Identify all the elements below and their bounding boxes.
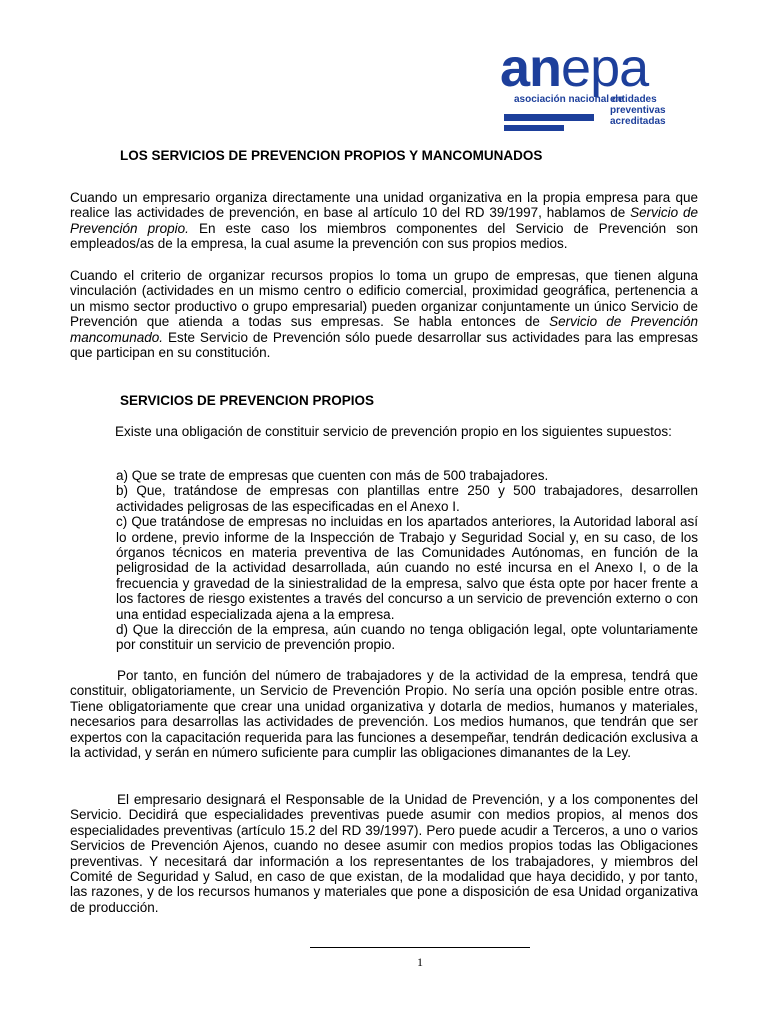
anepa-logo [500,38,700,132]
intro-paragraph-2: Cuando el criterio de organizar recursos propios lo toma un grupo de empresas, que tienen alguna vinculación (actividades en un mismo centro o edificio comercial, proximidad geográfica, pertenencia a un mismo sector productivo o grupo empresarial) pueden organizar conjuntamente un único Servicio de Prevención que atienda a todas sus empresas. Se habla entonces de Servicio de Prevención mancomunado. Este Servicio de Prevención sólo puede desarrollar sus actividades para las empresas que participan en su constitución. [70,268,698,361]
intro-paragraph-1: Cuando un empresario organiza directamente una unidad organizativa en la propia empresa para que realice las actividades de prevención, en base al artículo 10 del RD 39/1997, hablamos de Servicio de Prevención propio. En este caso los miembros componentes del Servicio de Prevención son empleados/as de la empresa, la cual asume la prevención con sus propios medios. [70,190,698,252]
page-title: LOS SERVICIOS DE PREVENCION PROPIOS Y MANCOMUNADOS [120,148,543,163]
list-item: a) Que se trate de empresas que cuenten con más de 500 trabajadores. [116,468,549,483]
page-number: 1 [417,955,423,969]
obligation-list [116,468,698,653]
logo-subtitle: asociación nacional de entidades preventivas acreditadas [514,94,666,127]
section-lead: Existe una obligación de constituir servicio de prevención propio en los siguientes supuestos: [115,424,672,439]
paragraph-empresario: El empresario designará el Responsable de la Unidad de Prevención, y a los componentes del Servicio. Decidirá que especialidades preventivas puede asumir con medios propios, al menos dos especialidades preventivas (artículo 15.2 del RD 39/1997). Pero puede acudir a Terceros, a uno o varios Servicios de Prevención Ajenos, cuando no desee asumir con medios propios todas las Obligaciones preventivas. Y necesitará dar información a los representantes de los trabajadores, y miembros del Comité de Seguridad y Salud, en caso de que existan, de la modalidad que haya decidido, y por tanto, las razones, y de los recursos humanos y materiales que pone a disposición de esa Unidad organizativa de producción. [70,792,698,915]
section-heading: SERVICIOS DE PREVENCION PROPIOS [120,393,375,408]
logo-wordmark: anepa [500,38,649,98]
list-item: c) Que tratándose de empresas no incluidas en los apartados anteriores, la Autoridad laboral así lo ordene, previo informe de la Inspección de Trabajo y Seguridad Social y, en su caso, de los órganos técnicos en materia preventiva de las Comunidades Autónomas, en función de la peligrosidad de la actividad desarrollada, aún cuando no esté incursa en el Anexo I, o de la frecuencia y gravedad de la siniestralidad de la empresa, salvo que ésta opte por hacer frente a los factores de riesgo existentes a través del concurso a un servicio de prevención externo o con una entidad especializada ajena a la empresa. [116,514,698,622]
list-item: b) Que, tratándose de empresas con plantillas entre 250 y 500 trabajadores, desarrollen actividades peligrosas de las especificadas en el Anexo I. [116,483,698,514]
paragraph-por-tanto: Por tanto, en función del número de trabajadores y de la actividad de la empresa, tendrá que constituir, obligatoriamente, un Servicio de Prevención Propio. No sería una opción posible entre otras. Tiene obligatoriamente que crear una unidad organizativa y dotarla de medios, humanos y materiales, necesarios para desarrollas las actividades de prevención. Los medios humanos, que tendrán que ser expertos con la capacitación requerida para las funciones a desempeñar, tendrán dedicación exclusiva a la actividad, y serán en número suficiente para cumplir las obligaciones dimanantes de la Ley. [70,668,698,761]
footer-divider [310,947,530,948]
list-item: d) Que la dirección de la empresa, aún cuando no tenga obligación legal, opte voluntariamente por constituir un servicio de prevención propio. [116,622,698,653]
